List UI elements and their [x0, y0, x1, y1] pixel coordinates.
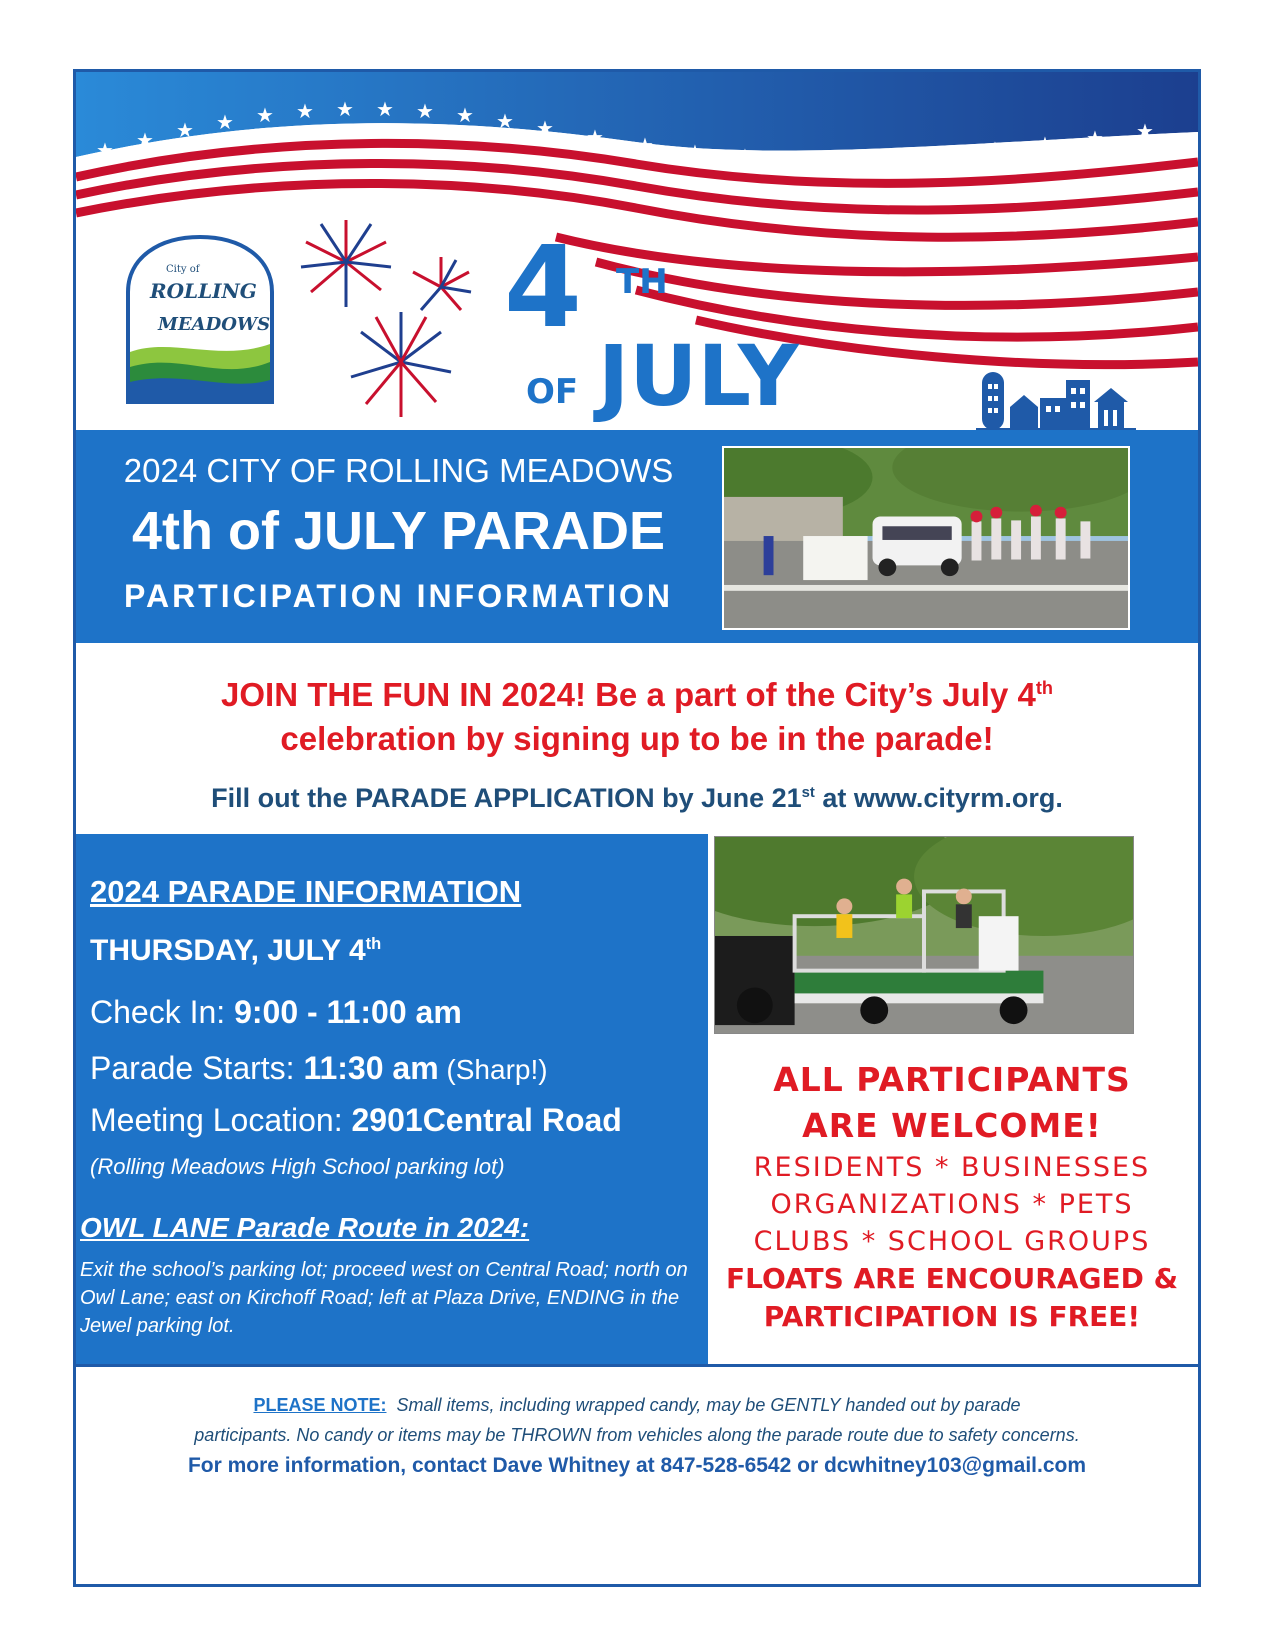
start-label: Parade Starts:: [90, 1050, 304, 1086]
welcome-line-7: PARTICIPATION IS FREE!: [763, 1300, 1141, 1333]
title-participation: PARTICIPATION INFORMATION: [123, 578, 674, 614]
svg-text:★: ★: [96, 138, 114, 162]
svg-text:★: ★: [216, 110, 234, 134]
svg-text:★: ★: [886, 144, 904, 168]
parade-date-text: THURSDAY, JULY 4: [90, 934, 366, 967]
big-four: 4: [504, 223, 582, 353]
svg-text:★: ★: [496, 109, 514, 133]
svg-text:★: ★: [586, 125, 604, 149]
start-line: [90, 1050, 548, 1087]
welcome-line-1: ALL PARTICIPANTS: [773, 1060, 1131, 1099]
svg-text:★: ★: [736, 144, 754, 168]
section-divider: [76, 1364, 1198, 1367]
note-text-1: Small items, including wrapped candy, may be GENTLY handed out by parade: [396, 1395, 1021, 1415]
note-line-2: participants. No candy or items may be THROWN from vehicles along the parade route due to safety concerns.: [194, 1425, 1080, 1445]
join-line1: JOIN THE FUN IN 2024! Be a part of the City’s July 4: [221, 676, 1036, 713]
join-headline: [76, 673, 1198, 761]
note-line-1: [76, 1390, 1198, 1420]
svg-text:★: ★: [136, 128, 154, 152]
route-heading: OWL LANE Parade Route in 2024:: [80, 1212, 530, 1243]
svg-text:★: ★: [456, 103, 474, 127]
location-note: (Rolling Meadows High School parking lot): [90, 1154, 505, 1179]
start-note: (Sharp!): [438, 1054, 548, 1085]
start-value: 11:30 am: [303, 1050, 439, 1086]
svg-text:★: ★: [176, 118, 194, 142]
city-logo: [120, 232, 280, 408]
welcome-line-4: ORGANIZATIONS * PETS: [770, 1189, 1134, 1220]
svg-text:★: ★: [636, 133, 654, 157]
note-label: PLEASE NOTE:: [253, 1395, 387, 1415]
svg-text:★: ★: [376, 97, 394, 121]
parade-photo-float: [714, 836, 1134, 1034]
route-text: Exit the school’s parking lot; proceed west on Central Road; north on Owl Lane; east on Kirchoff Road; left at Plaza Drive, ENDING in the Jewel parking lot.: [80, 1259, 688, 1337]
checkin-line: [90, 994, 462, 1031]
title-band: [76, 430, 1198, 643]
svg-text:★: ★: [936, 141, 954, 165]
parade-date: [90, 934, 381, 968]
svg-text:★: ★: [336, 97, 354, 121]
svg-text:★: ★: [296, 99, 314, 123]
application-line: [76, 783, 1198, 814]
logo-text-city: City of: [166, 264, 200, 275]
svg-text:★: ★: [986, 137, 1004, 161]
header-banner: [76, 72, 1198, 450]
logo-text-meadows: MEADOWS: [158, 314, 271, 335]
checkin-label: Check In:: [90, 994, 235, 1030]
parade-photo-dancers: [722, 446, 1130, 630]
logo-text-rolling: ROLLING: [150, 279, 257, 303]
svg-text:★: ★: [1036, 132, 1054, 156]
welcome-line-6: FLOATS ARE ENCOURAGED &: [725, 1262, 1179, 1295]
location-line: [90, 1102, 622, 1139]
svg-text:★: ★: [786, 146, 804, 170]
flyer-frame: [73, 69, 1201, 1587]
ordinal-th: TH: [616, 262, 668, 302]
contact-line[interactable]: For more information, contact Dave Whitney at 847-528-6542 or dcwhitney103@gmail.com: [187, 1454, 1087, 1477]
welcome-line-3: RESIDENTS * BUSINESSES: [753, 1152, 1151, 1183]
title-city: 2024 CITY OF ROLLING MEADOWS: [123, 452, 674, 489]
svg-text:★: ★: [416, 99, 434, 123]
application-text: Fill out the PARADE APPLICATION by June 21: [211, 783, 802, 813]
location-label: Meeting Location:: [90, 1102, 352, 1138]
welcome-line-2: ARE WELCOME!: [802, 1106, 1102, 1145]
city-skyline-icon: [976, 362, 1136, 432]
join-line2: celebration by signing up to be in the parade!: [280, 720, 994, 757]
svg-text:★: ★: [256, 103, 274, 127]
welcome-line-5: CLUBS * SCHOOL GROUPS: [753, 1226, 1151, 1257]
join-section: [76, 643, 1198, 833]
svg-text:★: ★: [686, 140, 704, 164]
parade-date-sup: th: [365, 935, 382, 953]
svg-text:★: ★: [536, 116, 554, 140]
fireworks-graphic: [291, 212, 491, 432]
parade-info-panel: [76, 834, 708, 1364]
july-text: JULY: [598, 327, 799, 425]
application-sup: st: [801, 785, 815, 801]
welcome-block: [712, 1057, 1192, 1336]
title-parade: 4th of JULY PARADE: [131, 501, 666, 561]
join-line1-sup: th: [1035, 678, 1053, 698]
svg-text:★: ★: [1086, 126, 1104, 150]
checkin-value: 9:00 - 11:00 am: [234, 994, 462, 1030]
of-text: OF: [526, 372, 579, 412]
please-note-section: [76, 1390, 1198, 1478]
location-value: 2901Central Road: [351, 1102, 622, 1138]
svg-text:★: ★: [1136, 119, 1154, 143]
parade-info-heading: 2024 PARADE INFORMATION: [90, 874, 522, 909]
svg-text:★: ★: [836, 146, 854, 170]
application-website[interactable]: at www.cityrm.org.: [814, 783, 1063, 813]
